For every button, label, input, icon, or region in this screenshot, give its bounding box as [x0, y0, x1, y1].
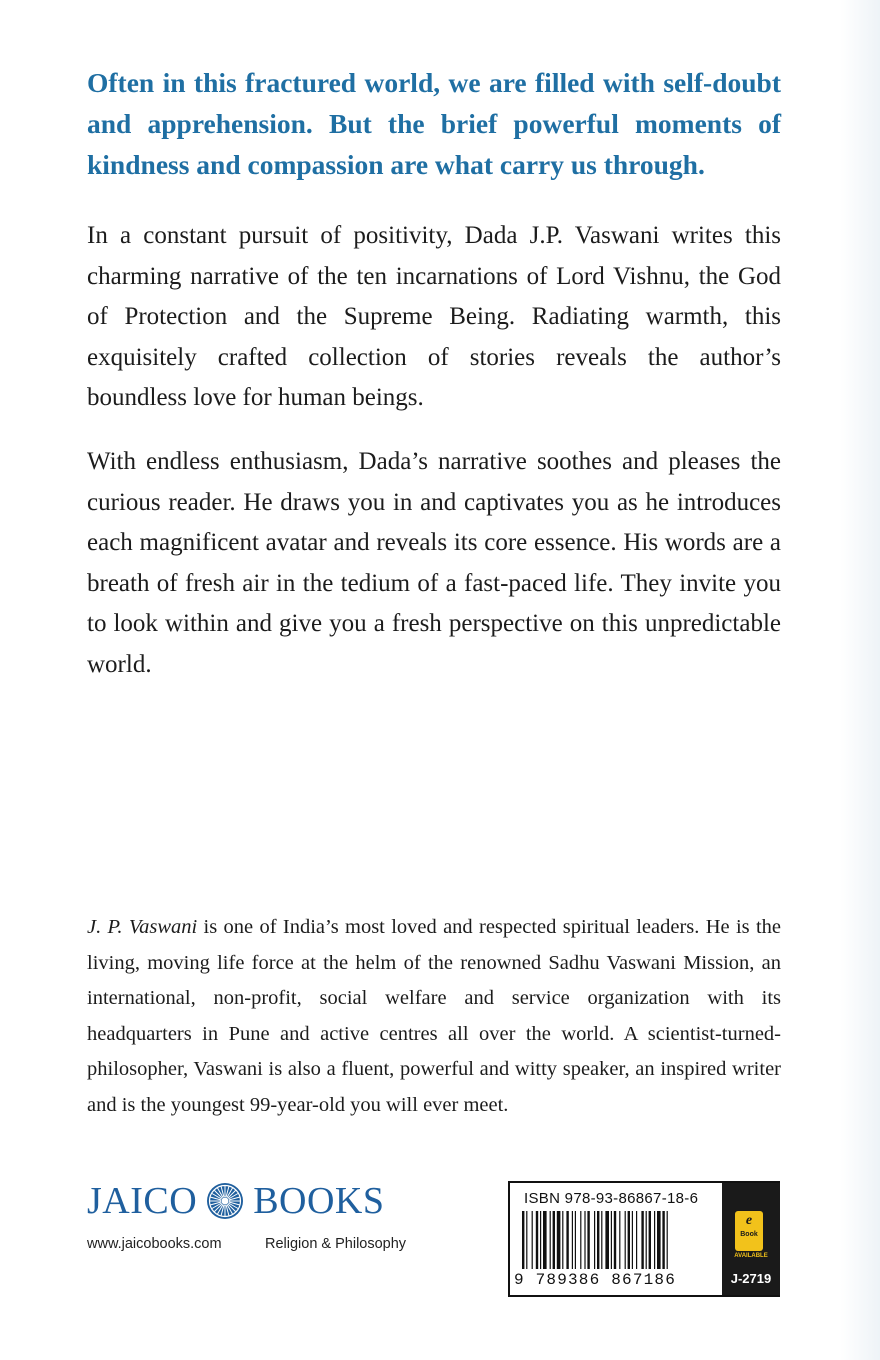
book-category: Religion & Philosophy: [265, 1236, 407, 1252]
ebook-badge-letter: e: [745, 1213, 753, 1228]
publisher-meta: [87, 1236, 487, 1252]
description-paragraph-1: In a constant pursuit of positivity, Dada J.P. Vaswani writes this charming narrative of the ten incarnations of Lord Vishnu, the God of Protection and the Supreme Being. Radiating warmth, this exquisitely crafted collection of stories reveals the author’s boundless love for human beings.: [87, 222, 781, 411]
description-paragraph-2: With endless enthusiasm, Dada’s narrative soothes and pleases the curious reader. He draws you in and captivates you as he introduces each magnificent avatar and reveals its core essence. His words are a breath of fresh air in the tedium of a fast-paced life. They invite you to look within and give you a fresh perspective on this unpredictable world.: [87, 448, 781, 678]
barcode-bars: [516, 1211, 716, 1273]
publisher-name-right: BOOKS: [253, 1180, 385, 1222]
author-name: J. P. Vaswani: [87, 916, 198, 938]
publisher-website: www.jaicobooks.com: [87, 1236, 222, 1252]
publisher-name-left: JAICO: [87, 1180, 198, 1222]
isbn-barcode-box: [508, 1181, 780, 1297]
author-bio: [87, 910, 781, 1123]
edge-shade: [840, 0, 880, 1360]
publisher-logo: [87, 1178, 487, 1224]
back-cover-tagline: Often in this fractured world, we are filled with self-doubt and apprehension. But the brief powerful moments of kindness and compassion are what carry us through.: [87, 67, 781, 180]
ebook-badge-text: Book: [740, 1231, 758, 1238]
ebook-icon: [735, 1211, 763, 1251]
catalog-code: J-2719: [730, 1271, 772, 1286]
isbn-label: ISBN 978-93-86867-18-6: [524, 1190, 699, 1207]
ebook-side-panel: [722, 1183, 780, 1295]
ebook-available-label: AVAILABLE: [734, 1253, 768, 1259]
chakra-wheel-icon: [205, 1181, 245, 1221]
barcode-digits: 9 789386 867186: [514, 1271, 677, 1289]
publisher-block: [87, 1178, 487, 1268]
author-bio-text: is one of India’s most loved and respected spiritual leaders. He is the living, moving life force at the helm of the renowned Sadhu Vaswani Mission, an international, non-profit, social welfare and service organization with its headquarters in Pune and active centres all over the world. A scientist-turned-philosopher, Vaswani is also a fluent, powerful and witty speaker, an inspired writer and is the youngest 99-year-old you will ever meet.: [87, 916, 782, 1116]
